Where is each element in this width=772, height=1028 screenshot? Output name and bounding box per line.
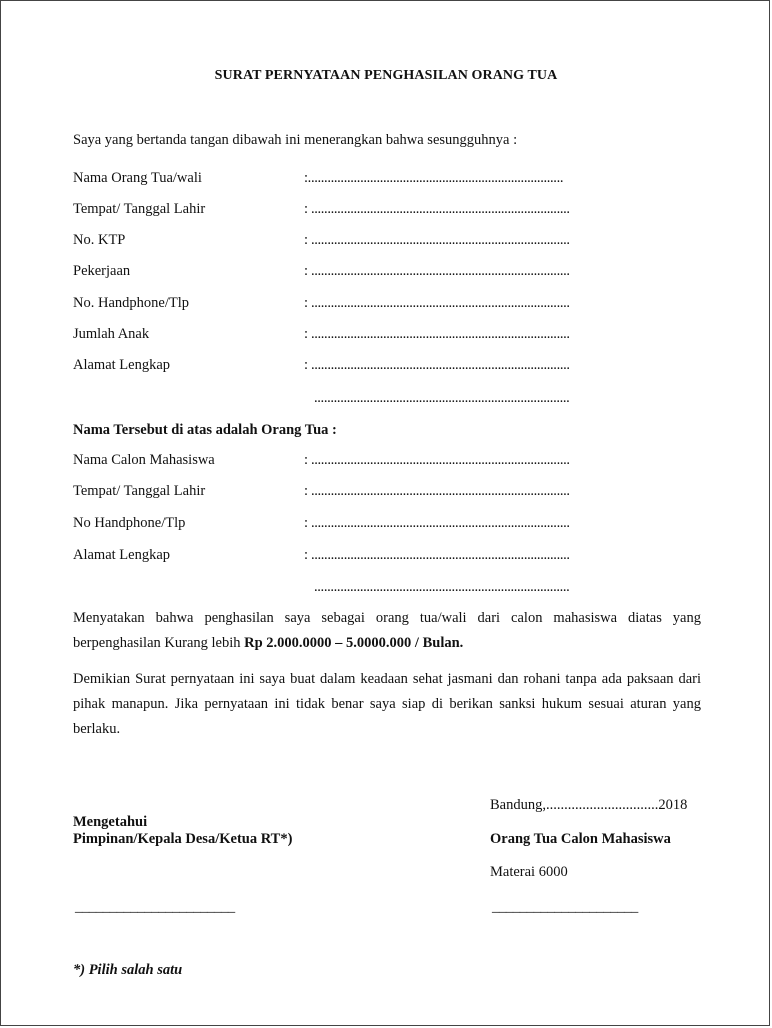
field-value-ktp: : ............................................................................... xyxy=(304,232,570,248)
field-value-student-name: : ............................................................................... xyxy=(304,452,570,468)
section2-heading: Nama Tersebut di atas adalah Orang Tua : xyxy=(73,422,337,438)
left-sign-line1: Mengetahui xyxy=(73,814,148,830)
field-value-parent-address-cont: .............................................................................. xyxy=(314,390,570,406)
document-title: SURAT PERNYATAAN PENGHASILAN ORANG TUA xyxy=(214,68,558,83)
field-label-student-phone: No Handphone/Tlp xyxy=(73,515,186,531)
field-value-student-phone: : ............................................................................... xyxy=(304,515,570,531)
field-label-children-count: Jumlah Anak xyxy=(73,326,150,342)
field-label-occupation: Pekerjaan xyxy=(73,263,131,279)
field-label-student-address: Alamat Lengkap xyxy=(73,547,171,563)
field-label-ktp: No. KTP xyxy=(73,232,126,248)
field-value-occupation: : ............................................................................... xyxy=(304,263,570,279)
footnote: *) Pilih salah satu xyxy=(73,962,183,978)
left-signature-line: _______________________ xyxy=(75,899,235,915)
right-sign-role: Orang Tua Calon Mahasiswa xyxy=(490,831,671,847)
field-value-parent-phone: : ............................................................................... xyxy=(304,295,570,311)
field-value-student-address: : ............................................................................... xyxy=(304,547,570,563)
field-value-student-address-cont: .............................................................................. xyxy=(314,579,570,595)
field-label-student-name: Nama Calon Mahasiswa xyxy=(73,452,215,468)
income-statement xyxy=(73,606,701,656)
closing-statement: Demikian Surat pernyataan ini saya buat dalam keadaan sehat jasmani dan rohani tanpa ada paksaan dari pihak manapun. Jika pernyataan ini tidak benar saya siap di berikan sanksi hukum sesuai aturan yang berlaku. xyxy=(73,671,701,737)
income-statement-text: Menyatakan bahwa penghasilan saya sebagai orang tua/wali dari calon mahasiswa diatas yang berpenghasilan Kurang lebih xyxy=(73,610,701,651)
field-value-children-count: : ............................................................................... xyxy=(304,326,570,342)
field-value-parent-birth: : ............................................................................... xyxy=(304,201,570,217)
right-signature-line: _____________________ xyxy=(492,899,638,915)
field-label-parent-address: Alamat Lengkap xyxy=(73,357,171,373)
field-label-parent-phone: No. Handphone/Tlp xyxy=(73,295,189,311)
field-value-parent-address: : ............................................................................... xyxy=(304,357,570,373)
income-amount: Rp 2.000.0000 – 5.0000.000 / Bulan. xyxy=(244,635,464,651)
field-label-student-birth: Tempat/ Tanggal Lahir xyxy=(73,483,206,499)
field-label-parent-birth: Tempat/ Tanggal Lahir xyxy=(73,201,206,217)
field-label-parent-name: Nama Orang Tua/wali xyxy=(73,170,202,186)
left-sign-line2: Pimpinan/Kepala Desa/Ketua RT*) xyxy=(73,831,293,847)
field-value-parent-name: :.............................................................................. xyxy=(304,170,564,186)
stamp-note: Materai 6000 xyxy=(490,864,568,880)
intro-text: Saya yang bertanda tangan dibawah ini menerangkan bahwa sesungguhnya : xyxy=(73,132,518,148)
place-date: Bandung,...............................2018 xyxy=(490,797,688,813)
field-value-student-birth: : ............................................................................... xyxy=(304,483,570,499)
